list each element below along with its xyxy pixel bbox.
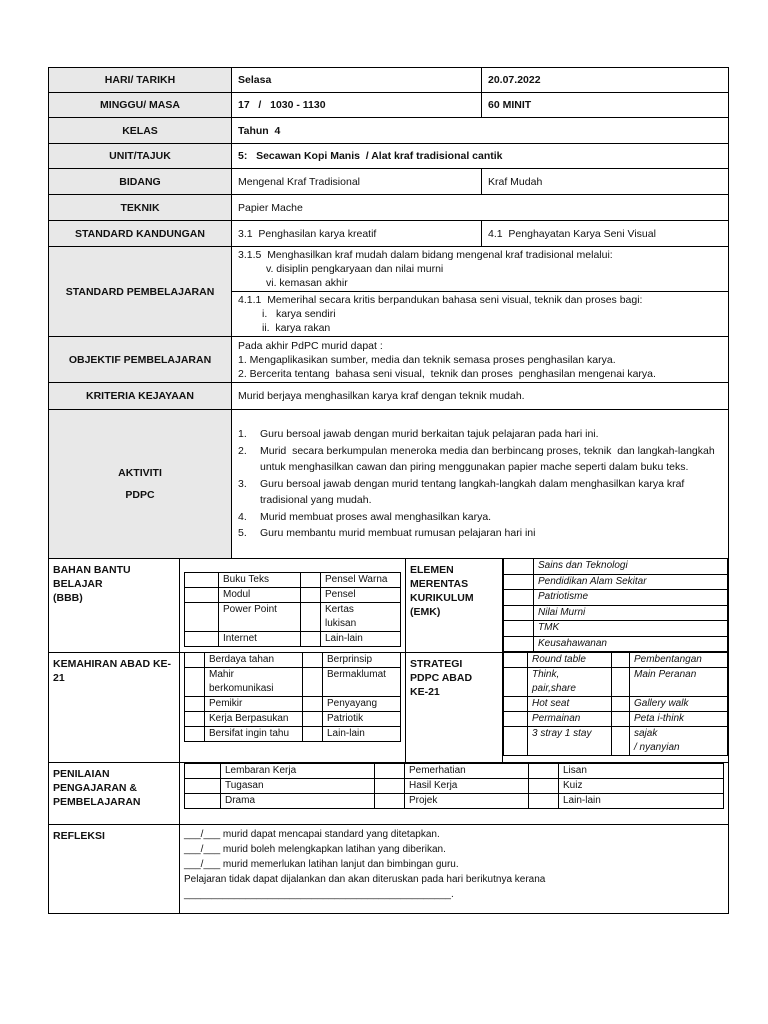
sp-a-line3: vi. kemasan akhir [266, 277, 348, 289]
refleksi-line3: ___/___ murid memerlukan latihan lanjut dan bimbingan guru. [184, 859, 459, 870]
label-standard-pembelajaran: STANDARD PEMBELAJARAN [49, 247, 232, 337]
sp-block-a [232, 247, 729, 292]
value-minggu: 17 / 1030 - 1130 [232, 93, 482, 118]
strategi-label-3: KE-21 [410, 686, 440, 698]
abad-item: Lain-lain [323, 727, 401, 742]
row-unit [49, 144, 729, 169]
refleksi-line5: ________________________________________________. [184, 889, 454, 900]
emk-check[interactable] [504, 559, 534, 575]
row-kriteria [49, 383, 729, 410]
value-sk-1: 3.1 Penghasilan karya kreatif [232, 221, 482, 247]
objektif-block [232, 337, 729, 383]
value-masa: 60 MINIT [482, 93, 729, 118]
bbb-check-1[interactable] [185, 573, 219, 588]
emk-check[interactable] [504, 574, 534, 590]
emk-label-4: (EMK) [410, 606, 441, 618]
label-bidang: BIDANG [49, 169, 232, 195]
sp-b-line2: i. karya sendiri [262, 308, 336, 320]
penilaian-label-2: PENGAJARAN & [53, 782, 138, 794]
abad-item: Bermaklumat [323, 668, 401, 697]
value-unit: 5: Secawan Kopi Manis / Alat kraf tradisional cantik [232, 144, 729, 169]
row-abad-strategi [49, 653, 729, 763]
row-standard-kandungan [49, 221, 729, 247]
objektif-line2: 1. Mengaplikasikan sumber, media dan teknik semasa proses penghasilan karya. [238, 353, 616, 366]
row-teknik [49, 195, 729, 221]
abad-check[interactable] [303, 697, 323, 712]
aktiviti-text-3a: Guru bersoal jawab dengan murid tentang langkah-langkah dalam menghasilkan karya kraf [260, 477, 685, 490]
emk-item: Sains dan Teknologi [534, 559, 728, 575]
aktiviti-label-2: PDPC [125, 489, 155, 501]
aktiviti-num-3: 3. [238, 477, 247, 490]
abad-grid [184, 652, 401, 742]
abad-options [180, 653, 406, 763]
row-minggu [49, 93, 729, 118]
abad-item: Penyayang [323, 697, 401, 712]
penilaian-check[interactable] [375, 779, 405, 794]
abad-item: Bersifat ingin tahu [205, 727, 303, 742]
strategi-item: Pembentangan [630, 653, 728, 668]
label-abad [49, 653, 180, 763]
aktiviti-num-4: 4. [238, 510, 247, 523]
bbb-check-4[interactable] [301, 588, 321, 603]
aktiviti-num-1: 1. [238, 428, 247, 441]
lesson-plan-document [48, 67, 728, 914]
aktiviti-text-4: Murid membuat proses awal menghasilkan karya. [260, 510, 492, 523]
emk-label-2: MERENTAS [410, 578, 469, 590]
strategi-item: 3 stray 1 stay [528, 727, 612, 756]
penilaian-check[interactable] [375, 794, 405, 809]
abad-check[interactable] [303, 653, 323, 668]
bbb-item: lukisan [321, 617, 401, 632]
abad-item: berkomunikasi [205, 682, 303, 697]
strategi-check[interactable] [504, 668, 528, 697]
bbb-label-3: (BBB) [53, 592, 83, 604]
strategi-check[interactable] [504, 727, 528, 756]
strategi-check[interactable] [612, 712, 630, 727]
penilaian-item: Lain-lain [559, 794, 724, 809]
row-bidang [49, 169, 729, 195]
strategi-item: Gallery walk [630, 697, 728, 712]
aktiviti-item-4 [238, 509, 722, 526]
aktiviti-num-2: 2. [238, 444, 247, 457]
emk-check[interactable] [504, 605, 534, 621]
emk-options [503, 559, 729, 653]
bbb-item: Internet [219, 632, 301, 647]
label-teknik: TEKNIK [49, 195, 232, 221]
row-kelas [49, 118, 729, 144]
strategi-check[interactable] [504, 697, 528, 712]
emk-check[interactable] [504, 590, 534, 606]
strategi-check[interactable] [612, 697, 630, 712]
emk-item: Keusahawanan [534, 636, 728, 652]
aktiviti-label-1: AKTIVITI [118, 467, 162, 479]
sp-a-line1: 3.1.5 Menghasilkan kraf mudah dalam bidang mengenal kraf tradisional melalui: [238, 249, 613, 261]
bbb-check-6[interactable] [301, 603, 321, 632]
strategi-options [503, 653, 729, 763]
bbb-item: Buku Teks [219, 573, 301, 588]
sp-b-line3: ii. karya rakan [262, 322, 331, 334]
label-emk [406, 559, 503, 653]
label-unit: UNIT/TAJUK [49, 144, 232, 169]
penilaian-check[interactable] [375, 764, 405, 779]
strategi-item: Peta i-think [630, 712, 728, 727]
strategi-item: Permainan [528, 712, 612, 727]
strategi-label-2: PDPC ABAD [410, 672, 473, 684]
strategi-check[interactable] [612, 653, 630, 668]
emk-check[interactable] [504, 621, 534, 637]
refleksi-line4: Pelajaran tidak dapat dijalankan dan akan diteruskan pada hari berikutnya kerana [184, 874, 546, 885]
aktiviti-item-3 [238, 476, 722, 493]
row-hari [49, 68, 729, 93]
abad-item: Kerja Berpasukan [205, 712, 303, 727]
abad-check[interactable] [303, 668, 323, 697]
abad-item: Patriotik [323, 712, 401, 727]
strategi-item: Round table [528, 653, 612, 668]
penilaian-item: Pemerhatian [405, 764, 529, 779]
strategi-check[interactable] [612, 668, 630, 697]
label-objektif: OBJEKTIF PEMBELAJARAN [49, 337, 232, 383]
penilaian-item: Lisan [559, 764, 724, 779]
bbb-options [180, 559, 406, 653]
sp-a-line2: v. disiplin pengkaryaan dan nilai murni [266, 263, 444, 275]
bbb-check-7[interactable] [185, 632, 219, 647]
penilaian-item: Tugasan [221, 779, 375, 794]
aktiviti-text-2b: untuk menghasilkan cawan dan piring menggunakan papier mache seperti dalam buku teks. [260, 461, 689, 474]
bbb-item: Modul [219, 588, 301, 603]
penilaian-item: Lembaran Kerja [221, 764, 375, 779]
refleksi-line1: ___/___ murid dapat mencapai standard yang ditetapkan. [184, 829, 440, 840]
aktiviti-block [232, 410, 729, 559]
value-kelas: Tahun 4 [232, 118, 729, 144]
bbb-check-3[interactable] [185, 588, 219, 603]
bbb-check-8[interactable] [301, 632, 321, 647]
row-refleksi [49, 825, 729, 914]
abad-check[interactable] [303, 727, 323, 742]
row-standard-pembelajaran-a [49, 247, 729, 292]
label-standard-kandungan: STANDARD KANDUNGAN [49, 221, 232, 247]
strategi-grid [503, 652, 728, 756]
value-bidang-2: Kraf Mudah [482, 169, 729, 195]
refleksi-line2: ___/___ murid boleh melengkapkan latihan yang diberikan. [184, 844, 446, 855]
label-aktiviti [49, 410, 232, 559]
aktiviti-text-2a: Murid secara berkumpulan meneroka media dan berbincang proses, teknik dan langkah-langkah [260, 444, 715, 457]
strategi-item: pair,share [528, 682, 612, 697]
abad-check[interactable] [185, 727, 205, 742]
emk-item: Nilai Murni [534, 605, 728, 621]
abad-check[interactable] [303, 712, 323, 727]
penilaian-check[interactable] [185, 794, 221, 809]
emk-item: TMK [534, 621, 728, 637]
penilaian-item: Hasil Kerja [405, 779, 529, 794]
row-objektif [49, 337, 729, 383]
aktiviti-item-1 [238, 426, 722, 443]
row-aktiviti [49, 410, 729, 559]
value-kriteria: Murid berjaya menghasilkan karya kraf dengan teknik mudah. [232, 383, 729, 410]
label-hari: HARI/ TARIKH [49, 68, 232, 93]
strategi-item: Hot seat [528, 697, 612, 712]
emk-check[interactable] [504, 636, 534, 652]
aktiviti-text-5: Guru membantu murid membuat rumusan pelajaran hari ini [260, 527, 536, 540]
emk-label-1: ELEMEN [410, 564, 454, 576]
abad-check[interactable] [185, 668, 205, 697]
row-bbb-emk [49, 559, 729, 653]
penilaian-check[interactable] [185, 779, 221, 794]
label-minggu: MINGGU/ MASA [49, 93, 232, 118]
abad-check[interactable] [185, 712, 205, 727]
value-hari: Selasa [232, 68, 482, 93]
abad-label-1: KEMAHIRAN ABAD KE- [53, 658, 172, 670]
strategi-item: sajak [630, 727, 728, 742]
emk-label-3: KURIKULUM [410, 592, 474, 604]
label-strategi [406, 653, 503, 763]
penilaian-check[interactable] [185, 764, 221, 779]
bbb-item: Kertas [321, 603, 401, 618]
aktiviti-item-2 [238, 443, 722, 460]
label-refleksi: REFLEKSI [49, 825, 180, 914]
bbb-label-1: BAHAN BANTU [53, 564, 131, 576]
abad-item: Berprinsip [323, 653, 401, 668]
objektif-line1: Pada akhir PdPC murid dapat : [238, 339, 383, 352]
label-kriteria: KRITERIA KEJAYAAN [49, 383, 232, 410]
bbb-grid [184, 572, 401, 647]
abad-item: Pemikir [205, 697, 303, 712]
aktiviti-text-1: Guru bersoal jawab dengan murid berkaitan tajuk pelajaran pada hari ini. [260, 428, 599, 441]
bbb-check-2[interactable] [301, 573, 321, 588]
penilaian-check[interactable] [529, 779, 559, 794]
value-sk-2: 4.1 Penghayatan Karya Seni Visual [482, 221, 729, 247]
abad-check[interactable] [185, 697, 205, 712]
value-tarikh: 20.07.2022 [482, 68, 729, 93]
emk-item: Pendidikan Alam Sekitar [534, 574, 728, 590]
value-teknik: Papier Mache [232, 195, 729, 221]
aktiviti-num-5: 5. [238, 527, 247, 540]
sp-block-b [232, 292, 729, 337]
emk-item: Patriotisme [534, 590, 728, 606]
penilaian-item: Kuiz [559, 779, 724, 794]
abad-item: Berdaya tahan [205, 653, 303, 668]
bbb-check-5[interactable] [185, 603, 219, 632]
label-bbb [49, 559, 180, 653]
row-penilaian [49, 763, 729, 825]
abad-item: Mahir [205, 668, 303, 683]
strategi-check[interactable] [612, 727, 630, 756]
strategi-item: Main Peranan [630, 668, 728, 697]
emk-grid [503, 558, 728, 652]
penilaian-label-1: PENILAIAN [53, 768, 110, 780]
label-penilaian [49, 763, 180, 825]
bbb-item: Pensel [321, 588, 401, 603]
strategi-label-1: STRATEGI [410, 658, 463, 670]
penilaian-options [180, 763, 729, 825]
strategi-item: / nyanyian [630, 741, 728, 756]
penilaian-item: Projek [405, 794, 529, 809]
refleksi-block [180, 825, 729, 914]
label-kelas: KELAS [49, 118, 232, 144]
lesson-details-table [48, 558, 729, 914]
objektif-line3: 2. Bercerita tentang bahasa seni visual, teknik dan proses penghasilan mengenai karya. [238, 367, 656, 380]
bbb-label-2: BELAJAR [53, 578, 103, 590]
abad-label-2: 21 [53, 672, 65, 684]
strategi-item: Think, [528, 668, 612, 683]
aktiviti-item-5 [238, 525, 722, 542]
sp-b-line1: 4.1.1 Memerihal secara kritis berpandukan bahasa seni visual, teknik dan proses bagi: [238, 294, 643, 306]
penilaian-check[interactable] [529, 794, 559, 809]
strategi-check[interactable] [504, 653, 528, 668]
value-bidang-1: Mengenal Kraf Tradisional [232, 169, 482, 195]
strategi-check[interactable] [504, 712, 528, 727]
aktiviti-text-3b: tradisional yang mudah. [260, 494, 372, 507]
bbb-item: Pensel Warna [321, 573, 401, 588]
penilaian-item: Drama [221, 794, 375, 809]
penilaian-grid [184, 763, 724, 809]
lesson-header-table [48, 67, 729, 559]
abad-check[interactable] [185, 653, 205, 668]
bbb-item: Power Point [219, 603, 301, 632]
penilaian-check[interactable] [529, 764, 559, 779]
penilaian-label-3: PEMBELAJARAN [53, 796, 141, 808]
bbb-item: Lain-lain [321, 632, 401, 647]
